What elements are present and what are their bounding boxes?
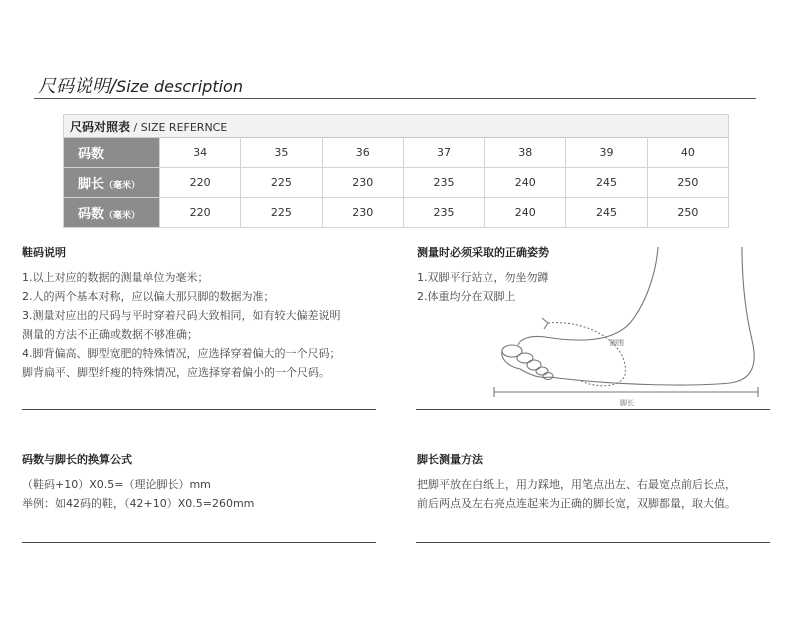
note-line: 脚背扁平、脚型纤瘦的特殊情况，应选择穿着偏小的一个尺码。: [22, 366, 330, 379]
table-row: [64, 168, 729, 198]
length-method: [417, 450, 777, 513]
table-cell: 37: [403, 138, 484, 168]
table-cell: 225: [241, 168, 322, 198]
table-cell: 220: [160, 168, 241, 198]
row-header: [64, 168, 160, 198]
table-cell: 220: [160, 198, 241, 228]
row-header-unit: （毫米）: [104, 181, 141, 191]
shoe-size-notes: [22, 243, 382, 382]
table-row: [64, 138, 729, 168]
size-reference-table: [63, 114, 729, 228]
note-line: 2.人的两个基本对称，应以偏大那只脚的数据为准；: [22, 290, 275, 303]
table-cell: 240: [485, 168, 566, 198]
table-cell: 35: [241, 138, 322, 168]
note-line: 1.以上对应的数据的测量单位为毫米；: [22, 271, 209, 284]
table-cell: 235: [403, 198, 484, 228]
size-formula: [22, 450, 382, 513]
section-divider: [416, 409, 770, 410]
table-cell: 36: [322, 138, 403, 168]
title-divider: [34, 98, 756, 99]
table-cell: 225: [241, 198, 322, 228]
section-heading: 脚长测量方法: [417, 453, 483, 466]
note-line: 4.脚背偏高、脚型宽肥的特殊情况，应选择穿着偏大的一个尺码；: [22, 347, 341, 360]
page-title-en: Size description: [116, 77, 243, 96]
length-label: 脚长: [620, 399, 634, 407]
foot-diagram: [490, 245, 760, 413]
note-line: 把脚平放在白纸上，用力踩地，用笔点出左、右最宽点前后长点，: [417, 478, 736, 491]
table-cell: 40: [647, 138, 728, 168]
section-divider: [416, 542, 770, 543]
section-divider: [22, 409, 376, 410]
row-header-unit: （毫米）: [104, 211, 141, 221]
section-heading: 测量时必须采取的正确姿势: [417, 246, 549, 259]
table-cell: 230: [322, 168, 403, 198]
table-cell: 245: [566, 198, 647, 228]
note-line: 测量的方法不正确或数据不够准确；: [22, 328, 198, 341]
row-header-label: 码数: [78, 147, 105, 162]
table-cell: 240: [485, 198, 566, 228]
page-title: [38, 72, 243, 98]
table-cell: 34: [160, 138, 241, 168]
table-row: [64, 198, 729, 228]
size-table-caption-en: / SIZE REFERNCE: [133, 120, 228, 134]
note-line: 前后两点及左右亮点连起来为正确的脚长宽，双脚都量，取大值。: [417, 497, 736, 510]
row-header: [64, 138, 160, 168]
table-cell: 250: [647, 168, 728, 198]
note-line: 3.测量对应出的尺码与平时穿着尺码大致相同，如有较大偏差说明: [22, 309, 341, 322]
table-cell: 245: [566, 168, 647, 198]
page-title-cn: 尺码说明/: [38, 76, 117, 97]
row-header: [64, 198, 160, 228]
row-header-label: 码数: [78, 207, 105, 222]
section-heading: 码数与脚长的换算公式: [22, 453, 132, 466]
section-heading: 鞋码说明: [22, 246, 66, 259]
table-cell: 230: [322, 198, 403, 228]
girth-label: 脚围: [610, 339, 624, 347]
table-cell: 235: [403, 168, 484, 198]
table-cell: 39: [566, 138, 647, 168]
section-divider: [22, 542, 376, 543]
table-cell: 38: [485, 138, 566, 168]
note-line: （鞋码+10）X0.5=（理论脚长）mm: [22, 478, 211, 491]
note-line: 举例：如42码的鞋，（42+10）X0.5=260mm: [22, 497, 255, 510]
table-cell: 250: [647, 198, 728, 228]
row-header-label: 脚长: [78, 177, 105, 192]
size-table-caption: [64, 115, 729, 138]
note-line: 2.体重均分在双脚上: [417, 290, 516, 303]
note-line: 1.双脚平行站立，勿坐勿蹲: [417, 271, 549, 284]
size-table-caption-cn: 尺码对照表: [70, 119, 131, 134]
